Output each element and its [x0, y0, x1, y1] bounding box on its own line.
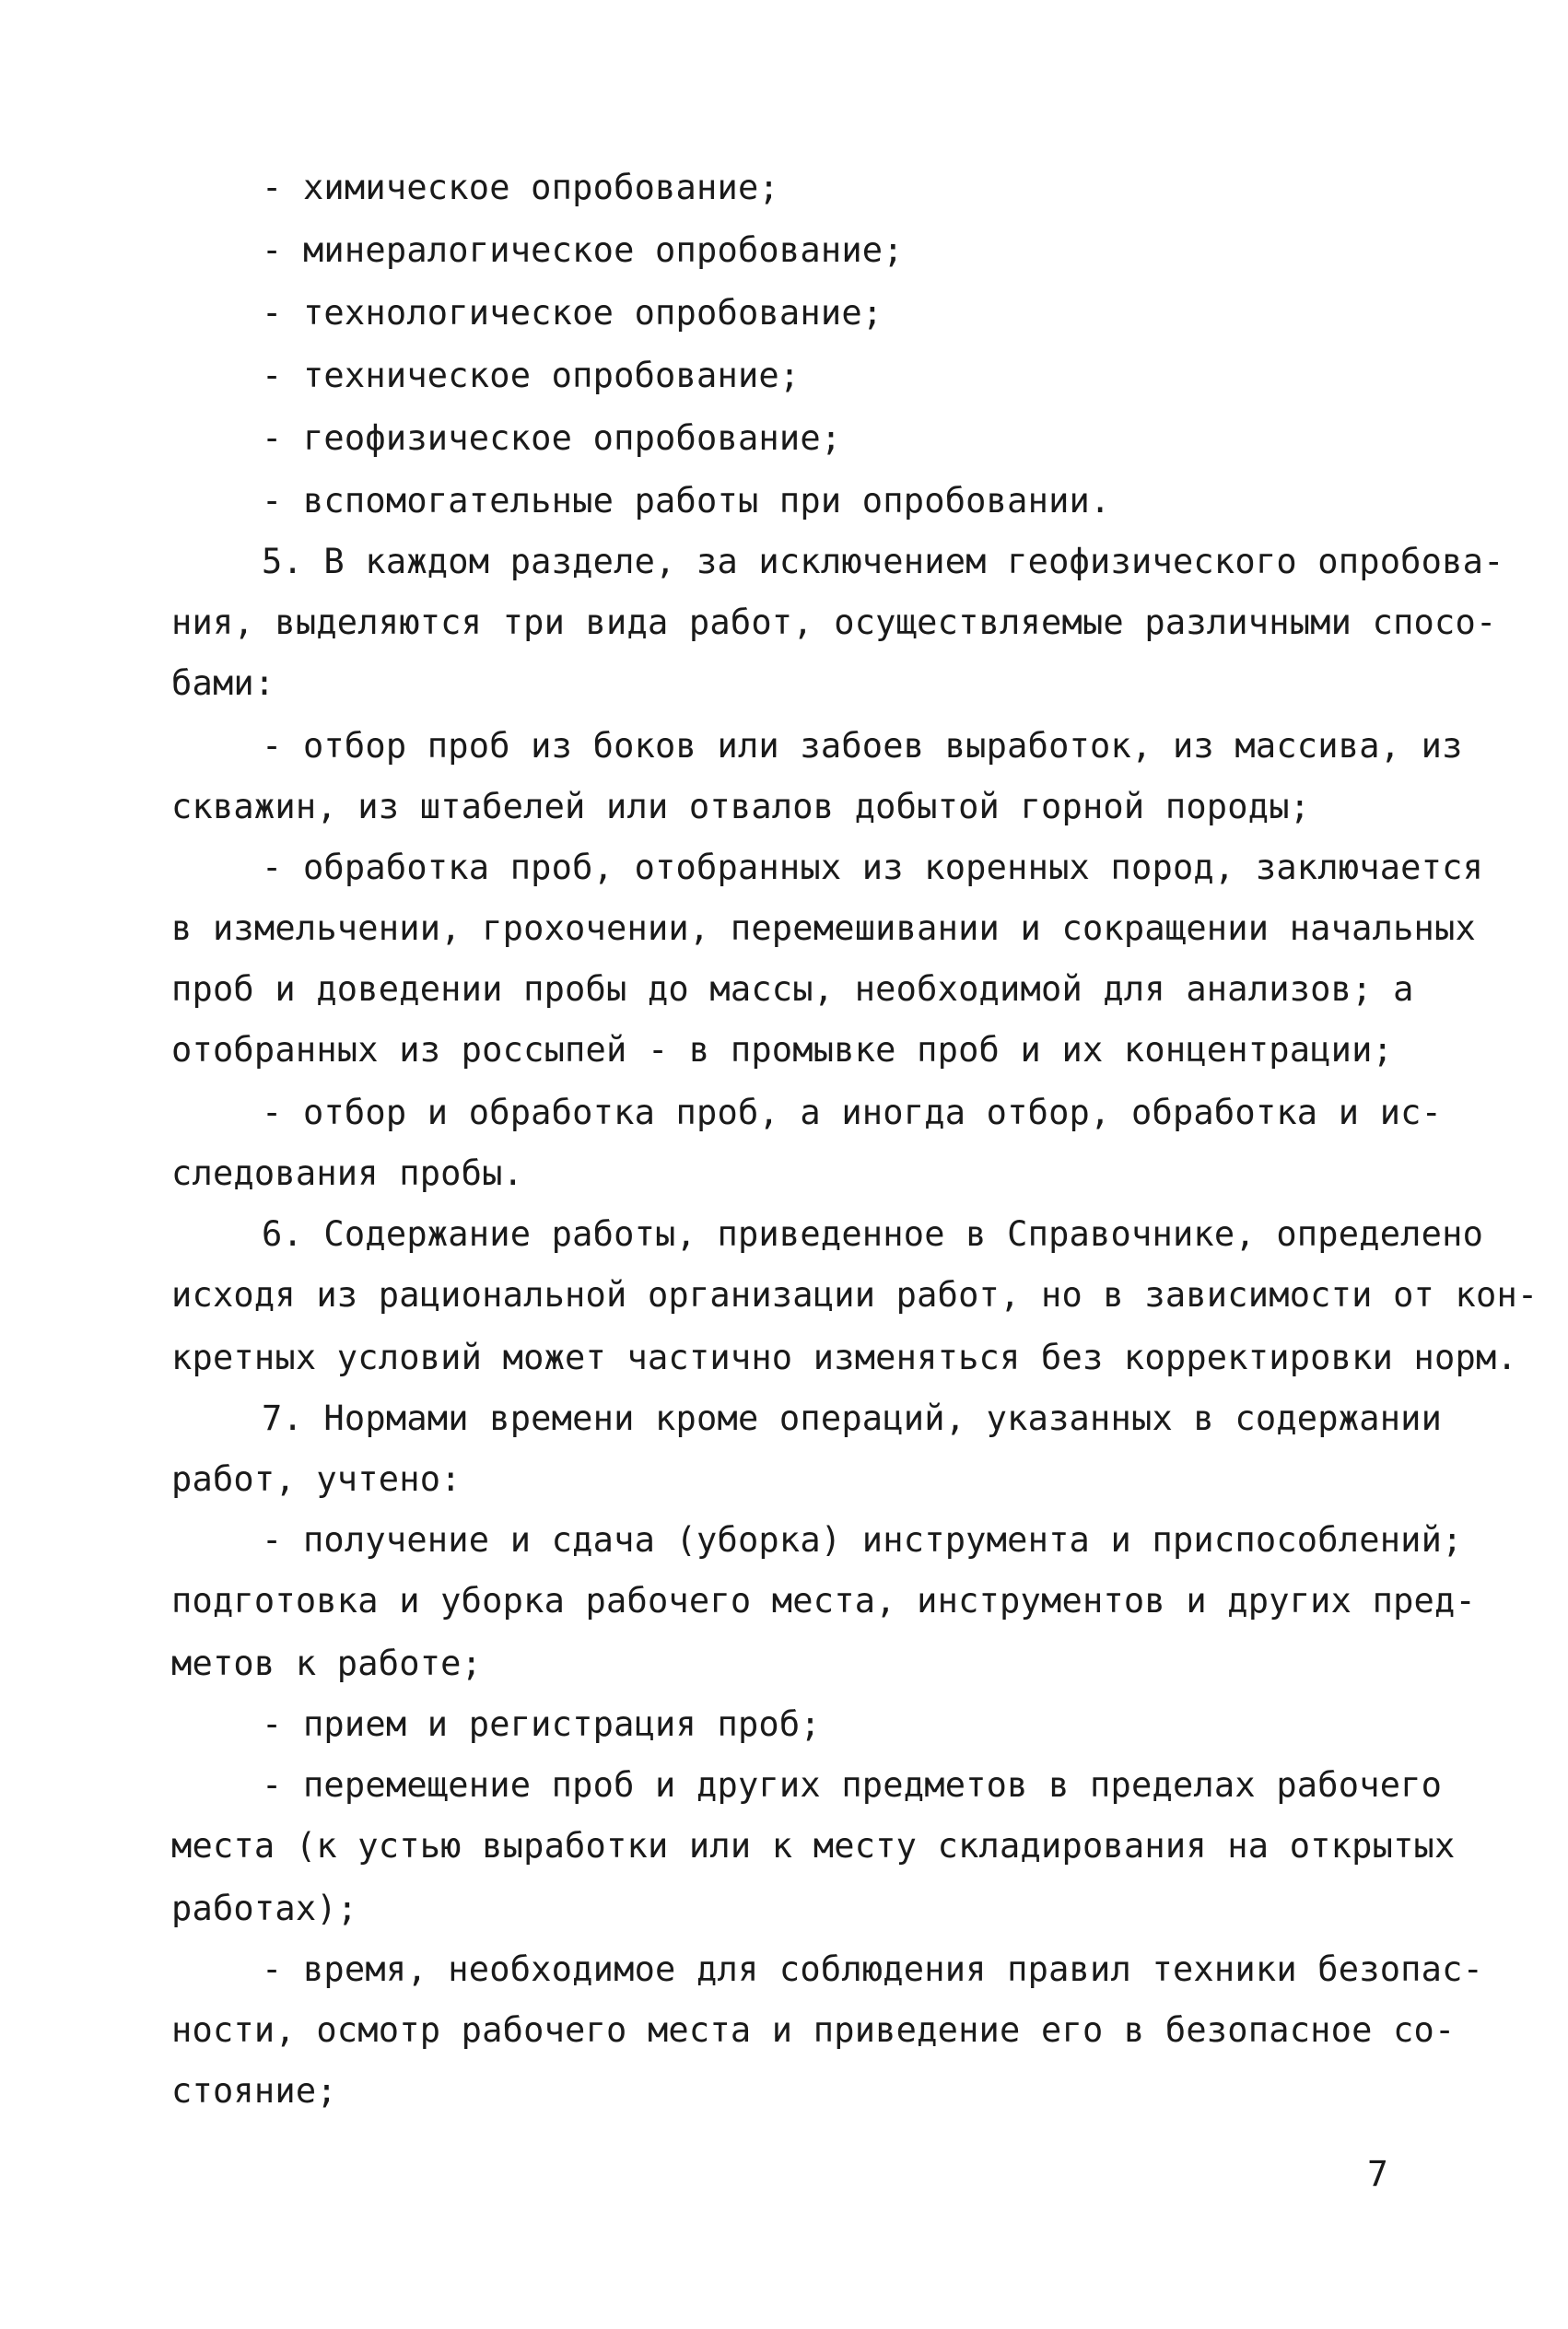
- text-line: проб и доведении пробы до массы, необходимой для анализов; а: [171, 969, 1414, 1009]
- text-line: - время, необходимое для соблюдения правил техники безопас-: [262, 1949, 1484, 1989]
- text-line: бами:: [171, 663, 275, 703]
- text-line: - прием и регистрация проб;: [262, 1704, 821, 1744]
- text-line: метов к работе;: [171, 1644, 483, 1683]
- text-line: - технологическое опробование;: [262, 293, 883, 333]
- text-line: - вспомогательные работы при опробовании.: [262, 481, 1111, 521]
- text-line: следования пробы.: [171, 1153, 524, 1193]
- text-line: 7. Нормами времени кроме операций, указанных в содержании: [262, 1399, 1443, 1438]
- text-line: скважин, из штабелей или отвалов добытой горной породы;: [171, 787, 1311, 826]
- text-line: ния, выделяются три вида работ, осуществляемые различными спосо-: [171, 603, 1497, 642]
- text-line: - химическое опробование;: [262, 168, 779, 207]
- text-line: стояние;: [171, 2071, 337, 2111]
- text-line: - получение и сдача (уборка) инструмента и приспособлений;: [262, 1520, 1463, 1560]
- text-line: отобранных из россыпей - в промывке проб и их концентрации;: [171, 1030, 1394, 1070]
- text-line: 6. Содержание работы, приведенное в Справочнике, определено: [262, 1214, 1484, 1254]
- page-number: 7: [1367, 2154, 1388, 2194]
- text-line: - техническое опробование;: [262, 356, 801, 395]
- text-line: - обработка проб, отобранных из коренных пород, заключается: [262, 848, 1484, 887]
- text-line: 5. В каждом разделе, за исключением геофизического опробова-: [262, 542, 1504, 581]
- text-line: ности, осмотр рабочего места и приведение его в безопасное со-: [171, 2010, 1456, 2050]
- text-line: - геофизическое опробование;: [262, 418, 842, 458]
- text-line: работ, учтено:: [171, 1459, 462, 1499]
- text-line: - минералогическое опробование;: [262, 230, 904, 270]
- text-line: места (к устью выработки или к месту складирования на открытых: [171, 1826, 1456, 1866]
- text-line: подготовка и уборка рабочего места, инструментов и других пред-: [171, 1581, 1476, 1621]
- text-line: кретных условий может частично изменяться без корректировки норм.: [171, 1338, 1517, 1377]
- text-line: - перемещение проб и других предметов в пределах рабочего: [262, 1765, 1443, 1805]
- text-line: исходя из рациональной организации работ, но в зависимости от кон-: [171, 1275, 1539, 1315]
- text-line: работах);: [171, 1889, 358, 1928]
- text-line: - отбор проб из боков или забоев выработок, из массива, из: [262, 726, 1463, 766]
- text-line: - отбор и обработка проб, а иногда отбор, обработка и ис-: [262, 1093, 1443, 1132]
- text-line: в измельчении, грохочении, перемешивании и сокращении начальных: [171, 908, 1476, 948]
